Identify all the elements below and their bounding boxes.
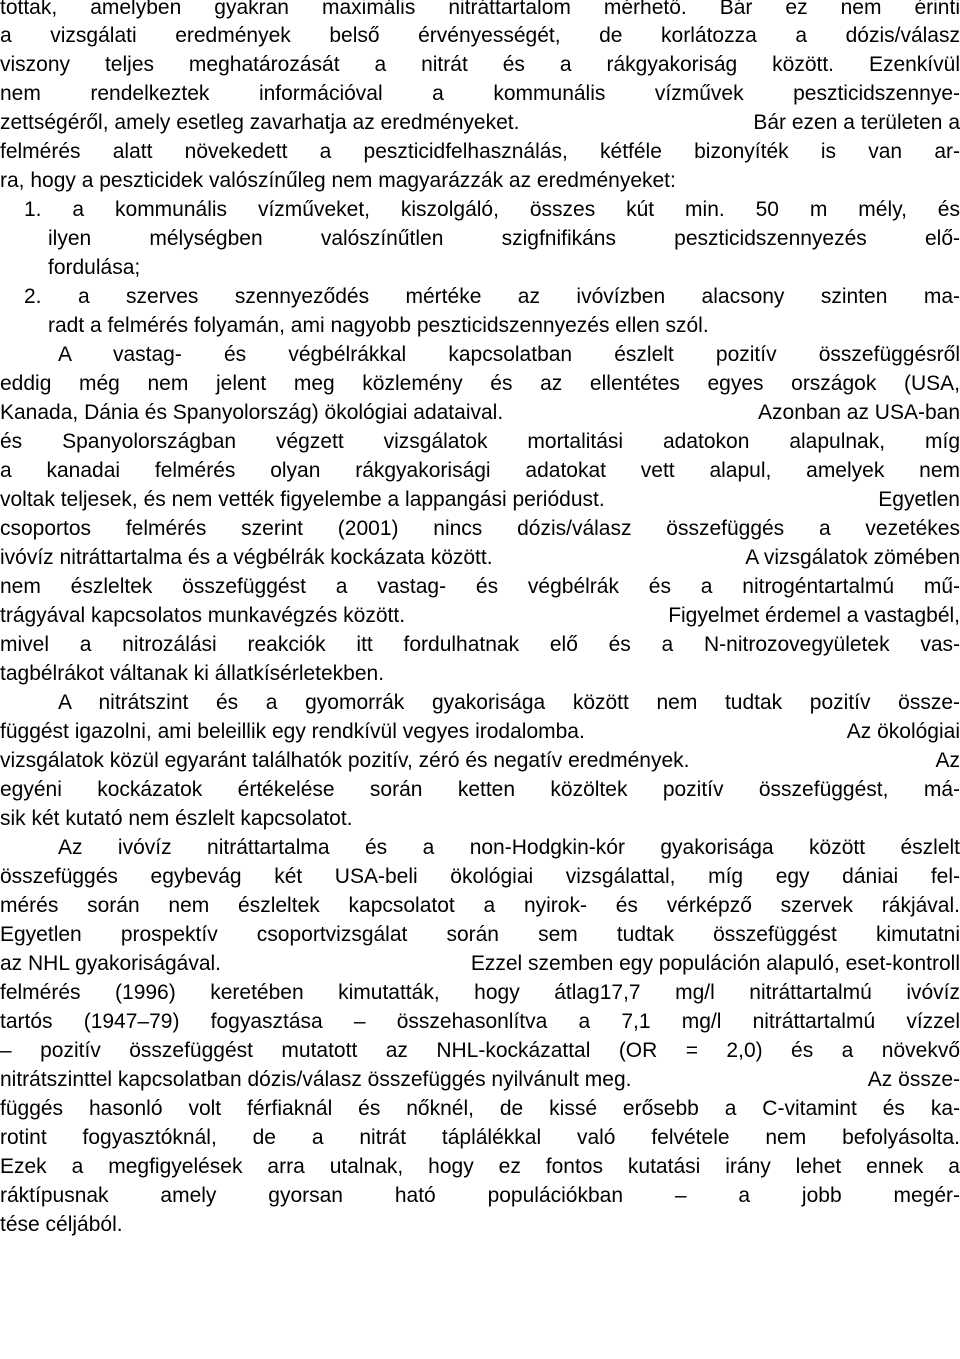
text-line: ráktípusnak amely gyorsan ható populációkban – a jobb megér-: [0, 1184, 960, 1207]
text-line: rotint fogyasztóknál, de a nitrát táplálékkal való felvétele nem befolyásolta.: [0, 1126, 960, 1149]
list-item-2: 2. a szerves szennyeződés mértéke az ivóvízben alacsony szinten ma-: [24, 285, 960, 308]
text-line: – pozitív összefüggést mutatott az NHL-kockázattal (OR = 2,0) és a növekvő: [0, 1039, 960, 1062]
text-line: Egyetlen prospektív csoportvizsgálat során sem tudtak összefüggést kimutatni: [0, 923, 960, 946]
text-line-composite: [0, 107, 960, 139]
text-line-composite: [0, 745, 960, 777]
text-line: mivel a nitrozálási reakciók itt fordulhatnak elő és a N-nitrozovegyületek vas-: [0, 633, 960, 656]
text-fragment: trágyával kapcsolatos munkavégzés között.: [0, 604, 406, 627]
text-line-composite: [0, 397, 960, 429]
text-fragment: ivóvíz nitráttartalma és a végbélrák kockázata között.: [0, 546, 493, 569]
text-line: egyéni kockázatok értékelése során ketten közöltek pozitív összefüggést, má-: [0, 778, 960, 801]
text-fragment: Az ökológiai: [846, 720, 960, 743]
text-fragment: zettségéről, amely esetleg zavarhatja az eredményeket.: [0, 111, 520, 134]
text-line: tottak, amelyben gyakran maximális nitráttartalom mérhető. Bár ez nem érinti: [0, 0, 960, 19]
text-line: és Spanyolországban végzett vizsgálatok mortalitási adatokon alapulnak, míg: [0, 430, 960, 453]
text-line-composite: [0, 1064, 960, 1096]
text-fragment: Az: [935, 749, 960, 772]
text-fragment: az NHL gyakoriságával.: [0, 952, 221, 975]
text-line-composite: [0, 948, 960, 980]
text-line: viszony teljes meghatározását a nitrát és a rákgyakoriság között. Ezenkívül: [0, 53, 960, 76]
paragraph-start: A nitrátszint és a gyomorrák gyakorisága között nem tudtak pozitív össze-: [58, 691, 960, 714]
text-fragment: nitrátszinttel kapcsolatban dózis/válasz összefüggés nyilvánult meg.: [0, 1068, 632, 1091]
text-line: mérés során nem észleltek kapcsolatot a nyirok- és vérképző szervek rákjával.: [0, 894, 960, 917]
text-line: tagbélrákot váltanak ki állatkísérletekben.: [0, 662, 385, 685]
text-line: nem rendelkeztek információval a kommunális vízművek peszticidszennye-: [0, 82, 960, 105]
paragraph-start: Az ivóvíz nitráttartalma és a non-Hodgkin-kór gyakorisága között észlelt: [58, 836, 960, 859]
text-line: eddig még nem jelent meg közlemény és az ellentétes egyes országok (USA,: [0, 372, 960, 395]
text-fragment: Ezzel szemben egy populáción alapuló, eset-kontroll: [470, 952, 960, 975]
list-item-1: 1. a kommunális vízműveket, kiszolgáló, összes kút min. 50 m mély, és: [24, 198, 960, 221]
text-line: a kanadai felmérés olyan rákgyakorisági adatokat vett alapul, amelyek nem: [0, 459, 960, 482]
text-line: csoportos felmérés szerint (2001) nincs dózis/válasz összefüggés a vezetékes: [0, 517, 960, 540]
text-fragment: Egyetlen: [878, 488, 960, 511]
text-line: felmérés (1996) keretében kimutatták, hogy átlag17,7 mg/l nitráttartalmú ivóvíz: [0, 981, 960, 1004]
text-line: tése céljából.: [0, 1213, 123, 1236]
text-line: tartós (1947–79) fogyasztása – összehasonlítva a 7,1 mg/l nitráttartalmú vízzel: [0, 1010, 960, 1033]
text-line: Ezek a megfigyelések arra utalnak, hogy ez fontos kutatási irány lehet ennek a: [0, 1155, 960, 1178]
text-line-composite: [0, 600, 960, 632]
text-fragment: Figyelmet érdemel a vastagbél,: [668, 604, 960, 627]
text-fragment: A vizsgálatok zömében: [745, 546, 960, 569]
text-line: sik két kutató nem észlelt kapcsolatot.: [0, 807, 353, 830]
text-line-composite: [0, 716, 960, 748]
text-line: ra, hogy a peszticidek valószínűleg nem magyarázzák az eredményeket:: [0, 169, 676, 192]
list-item-2-cont: radt a felmérés folyamán, ami nagyobb peszticidszennyezés ellen szól.: [48, 314, 709, 337]
text-line: függés hasonló volt férfiaknál és nőknél, de kissé erősebb a C-vitamint és ka-: [0, 1097, 960, 1120]
list-item-1-cont: fordulása;: [48, 256, 141, 279]
text-line: felmérés alatt növekedett a peszticidfelhasználás, kétféle bizonyíték is van ar-: [0, 140, 960, 163]
list-item-1-cont: ilyen mélységben valószínűtlen szigfnifikáns peszticidszennyezés elő-: [48, 227, 960, 250]
text-fragment: Kanada, Dánia és Spanyolország) ökológiai adataival.: [0, 401, 504, 424]
text-fragment: Az össze-: [867, 1068, 960, 1091]
text-line: nem észleltek összefüggést a vastag- és végbélrák és a nitrogéntartalmú mű-: [0, 575, 960, 598]
text-fragment: Bár ezen a területen a: [753, 111, 960, 134]
text-line: összefüggés egybevág két USA-beli ökológiai vizsgálattal, míg egy dániai fel-: [0, 865, 960, 888]
text-line: a vizsgálati eredmények belső érvényességét, de korlátozza a dózis/válasz: [0, 24, 960, 47]
text-fragment: Azonban az USA-ban: [758, 401, 960, 424]
text-line-composite: [0, 542, 960, 574]
paragraph-start: A vastag- és végbélrákkal kapcsolatban észlelt pozitív összefüggésről: [58, 343, 960, 366]
text-fragment: voltak teljesek, és nem vették figyelembe a lappangási periódust.: [0, 488, 605, 511]
text-fragment: vizsgálatok közül egyaránt találhatók pozitív, zéró és negatív eredmények.: [0, 749, 690, 772]
text-line-composite: [0, 484, 960, 516]
text-fragment: függést igazolni, ami beleillik egy rendkívül vegyes irodalomba.: [0, 720, 585, 743]
